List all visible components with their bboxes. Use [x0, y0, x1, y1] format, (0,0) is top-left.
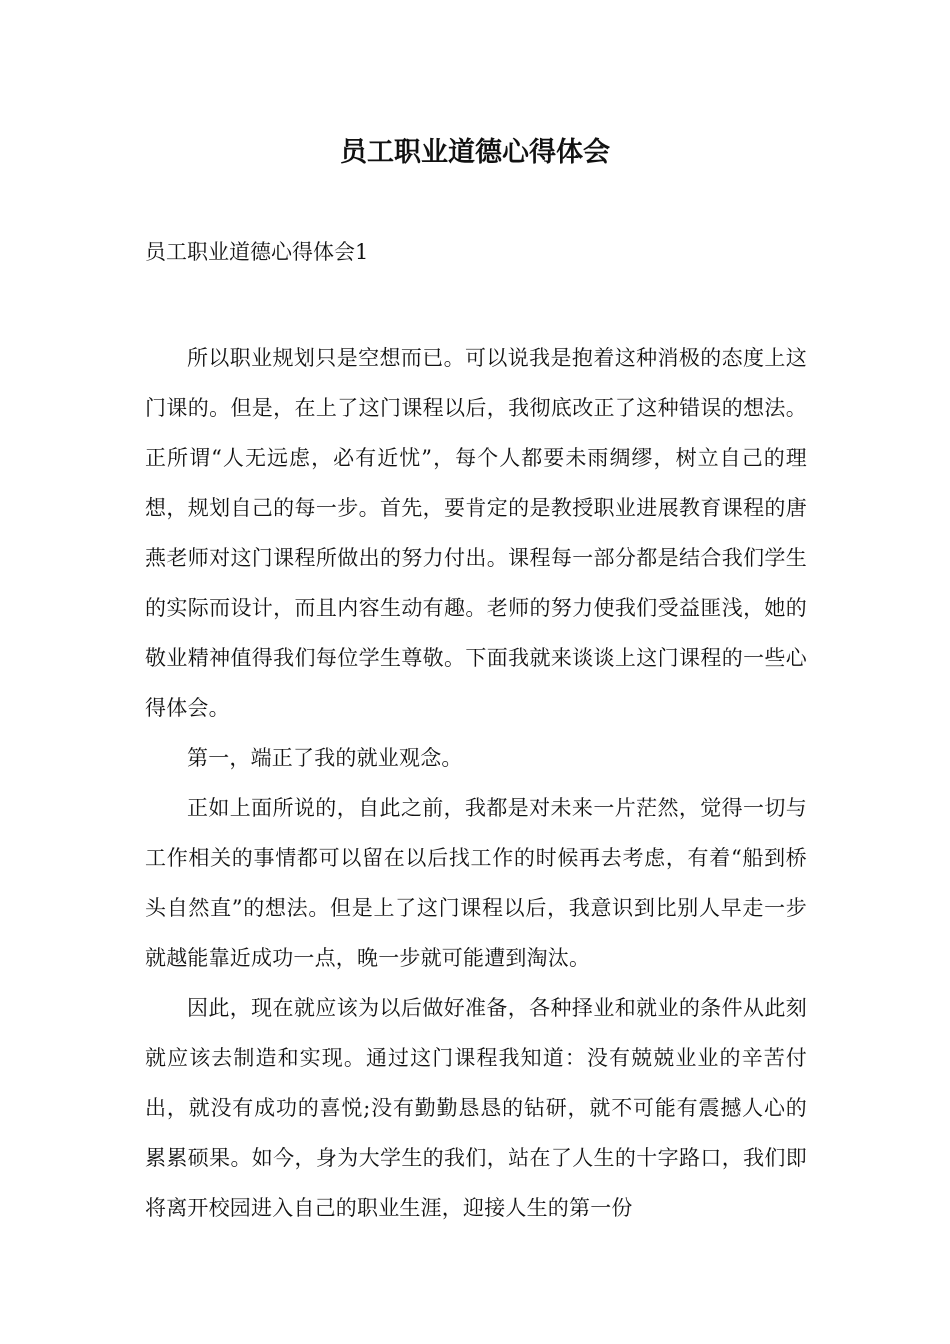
- paragraph-4: 因此，现在就应该为以后做好准备，各种择业和就业的条件从此刻就应该去制造和实现。通过这门课程我知道：没有兢兢业业的辛苦付出，就没有成功的喜悦;没有勤勤恳恳的钻研，就不可能有震撼人心的累累硕果。如今，身为大学生的我们，站在了人生的十字路口，我们即将离开校园进入自己的职业生涯，迎接人生的第一份: [145, 996, 807, 1220]
- paragraph-1: 所以职业规划只是空想而已。可以说我是抱着这种消极的态度上这门课的。但是，在上了这门课程以后，我彻底改正了这种错误的想法。正所谓“人无远虑，必有近忧”，每个人都要未雨绸缪，树立自己的理想，规划自己的每一步。首先，要肯定的是教授职业进展教育课程的唐燕老师对这门课程所做出的努力付出。课程每一部分都是结合我们学生的实际而设计，而且内容生动有趣。老师的努力使我们受益匪浅，她的敬业精神值得我们每位学生尊敬。下面我就来谈谈上这门课程的一些心得体会。: [145, 346, 807, 720]
- paragraph-3: 正如上面所说的，自此之前，我都是对未来一片茫然，觉得一切与工作相关的事情都可以留在以后找工作的时候再去考虑，有着“船到桥头自然直”的想法。但是上了这门课程以后，我意识到比别人早走一步就越能靠近成功一点，晚一步就可能遭到淘汰。: [145, 796, 807, 970]
- paragraph-2: 第一，端正了我的就业观念。: [187, 746, 463, 770]
- document-body: [145, 333, 807, 1233]
- document-title: 员工职业道德心得体会: [340, 137, 610, 168]
- section-heading: 员工职业道德心得体会1: [145, 240, 369, 264]
